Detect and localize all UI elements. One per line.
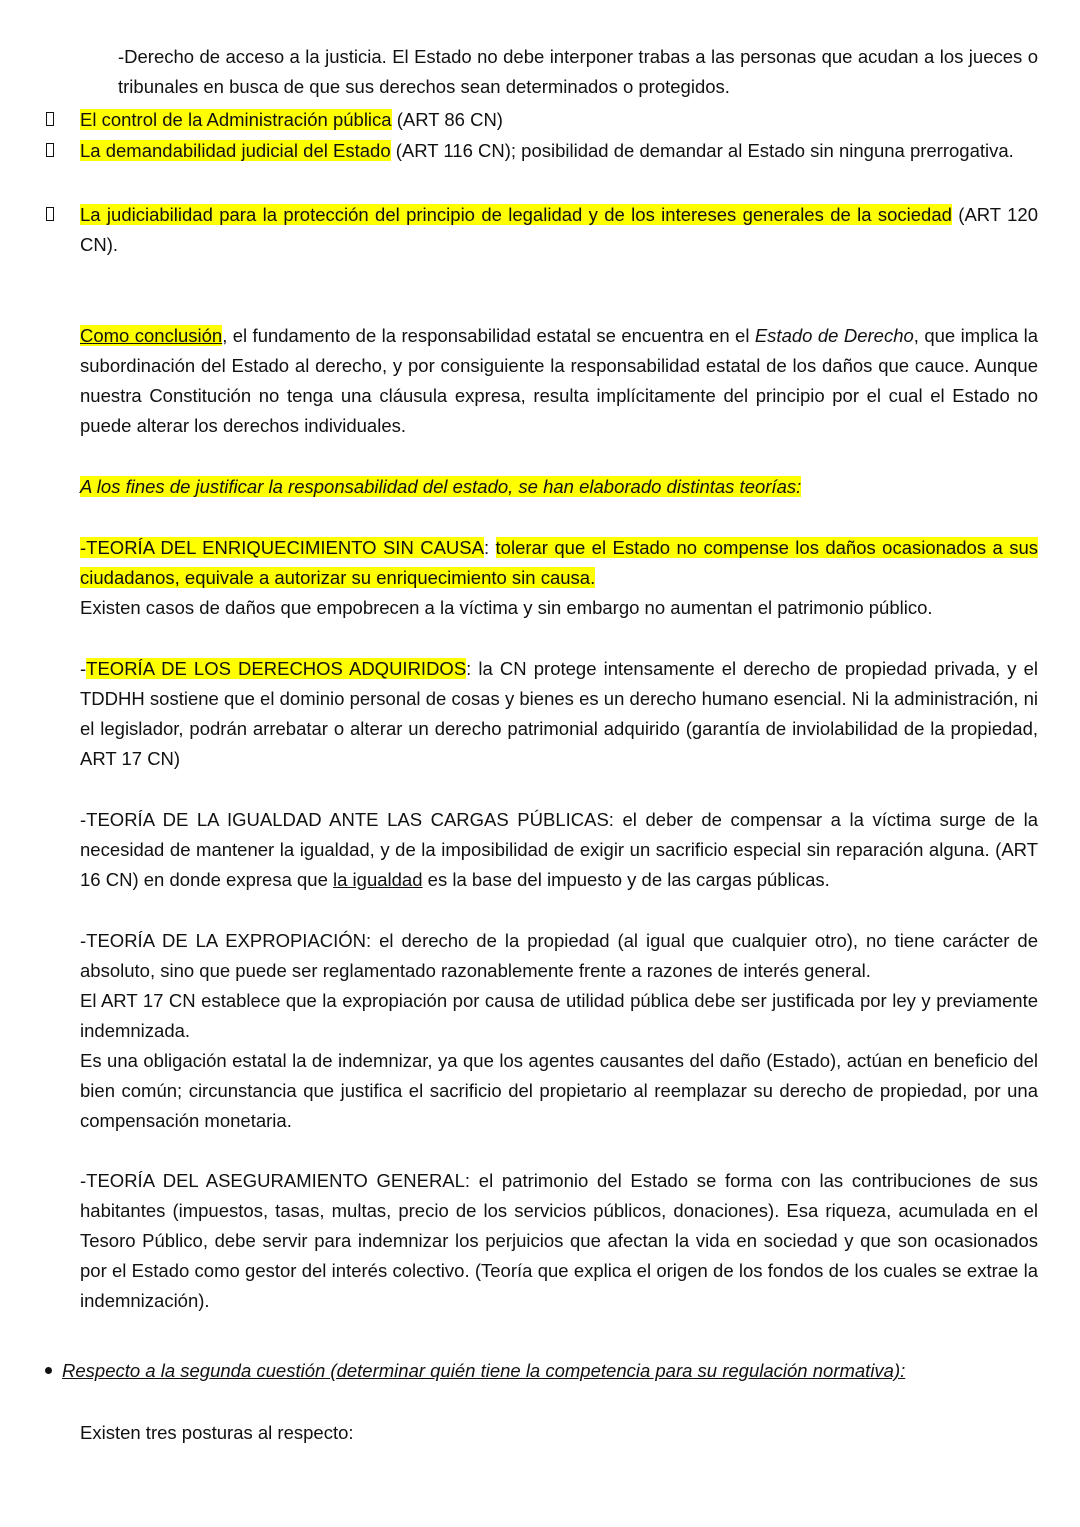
highlighted-text: tolerar que el Estado no compense los daños ocasionados a sus ciudadanos, equivale a autorizar su enriquecimiento sin causa. [80, 537, 1038, 588]
conclusion-paragraph [80, 321, 1038, 441]
theory-text: es la base del impuesto y de las cargas públicas. [422, 869, 830, 890]
postures-paragraph: Existen tres posturas al respecto: [80, 1422, 354, 1443]
theory-derechos-adquiridos [80, 654, 1038, 774]
list-item-demandabilidad [80, 136, 1038, 166]
theories-intro [80, 472, 1038, 502]
square-bullet-icon [46, 207, 54, 221]
highlighted-text: El control de la Administración pública [80, 109, 392, 130]
theory-text: Es una obligación estatal la de indemnizar, ya que los agentes causantes del daño (Estado), actúan en beneficio del bien común; circunstancia que justifica el sacrificio del propietario al reemplazar su derecho de propiedad, por una compensación monetaria. [80, 1050, 1038, 1131]
list-item-judiciabilidad [80, 200, 1038, 260]
theory-extra-text: Existen casos de daños que empobrecen a la víctima y sin embargo no aumentan el patrimonio público. [80, 597, 933, 618]
second-question-text: Respecto a la segunda cuestión (determinar quién tiene la competencia para su regulación normativa): [62, 1360, 906, 1381]
dash: - [80, 658, 87, 679]
theory-title: -TEORÍA DEL ENRIQUECIMIENTO SIN CAUSA [80, 537, 484, 558]
theory-aseguramiento: -TEORÍA DEL ASEGURAMIENTO GENERAL: el patrimonio del Estado se forma con las contribuciones de sus habitantes (impuestos, tasas, multas, precio de los servicios públicos, donaciones). Esa riqueza, acumulada en el Tesoro Público, debe servir para indemnizar los perjuicios que afectan la vida en sociedad y que son ocasionados por el Estado como gestor del interés colectivo. (Teoría que explica el origen de los fondos de los cuales se extrae la indemnización). [80, 1170, 1038, 1311]
highlighted-text: La judiciabilidad para la protección del principio de legalidad y de los intereses generales de la sociedad [80, 204, 952, 225]
theory-expropiacion [80, 926, 1038, 1136]
theory-enriquecimiento [80, 533, 1038, 623]
conclusion-text: , que implica la subordinación del Estado al derecho, y por consiguiente la responsabilidad estatal de los daños que cauce. Aunque nuestra Constitución no tenga una cláusula expresa, resulta implícitamente del principio por el cual el Estado no puede alterar los derechos individuales. [80, 325, 1038, 436]
conclusion-lead: Como conclusión [80, 325, 223, 346]
bullet-dot-icon [45, 1367, 52, 1374]
square-bullet-icon [46, 143, 54, 157]
theory-title: TEORÍA DE LOS DERECHOS ADQUIRIDOS [86, 658, 467, 679]
theory-text: : la CN protege intensamente el derecho de propiedad privada, y el TDDHH sostiene que el dominio personal de cosas y bienes es un derecho humano esencial. Ni la administración, ni el legislador, podrán arrebatar o alterar un derecho patrimonial adquirido (garantía de inviolabilidad de la propiedad, ART 17 CN) [80, 658, 1038, 769]
theory-igualdad [80, 805, 1038, 895]
underlined-text: la igualdad [333, 869, 423, 890]
highlighted-text: La demandabilidad judicial del Estado [80, 140, 391, 161]
estado-de-derecho: Estado de Derecho [754, 325, 914, 346]
list-item-text: (ART 120 CN). [80, 204, 1038, 255]
conclusion-text: , el fundamento de la responsabilidad estatal se encuentra en el [222, 325, 755, 346]
theories-intro-text: A los fines de justificar la responsabilidad del estado, se han elaborado distintas teorías: [80, 476, 802, 497]
colon: : [483, 537, 496, 558]
list-item-text: (ART 116 CN); posibilidad de demandar al Estado sin ninguna prerrogativa. [390, 140, 1014, 161]
square-bullet-icon [46, 112, 54, 126]
list-item-control-administracion [80, 105, 1038, 135]
theory-text: -TEORÍA DE LA IGUALDAD ANTE LAS CARGAS PÚBLICAS: el deber de compensar a la víctima surge de la necesidad de mantener la igualdad, y de la imposibilidad de exigir un sacrificio especial sin reparación alguna. (ART 16 CN) en donde expresa que [80, 809, 1038, 890]
theory-text: El ART 17 CN establece que la expropiación por causa de utilidad pública debe ser justificada por ley y previamente indemnizada. [80, 990, 1038, 1041]
access-justice-paragraph: -Derecho de acceso a la justicia. El Estado no debe interponer trabas a las personas que acudan a los jueces o tribunales en busca de que sus derechos sean determinados o protegidos. [118, 46, 1038, 97]
theory-text: -TEORÍA DE LA EXPROPIACIÓN: el derecho de la propiedad (al igual que cualquier otro), no tiene carácter de absoluto, sino que puede ser reglamentado razonablemente frente a razones de interés general. [80, 930, 1038, 981]
list-item-text: (ART 86 CN) [391, 109, 503, 130]
second-question-heading [62, 1356, 1038, 1386]
